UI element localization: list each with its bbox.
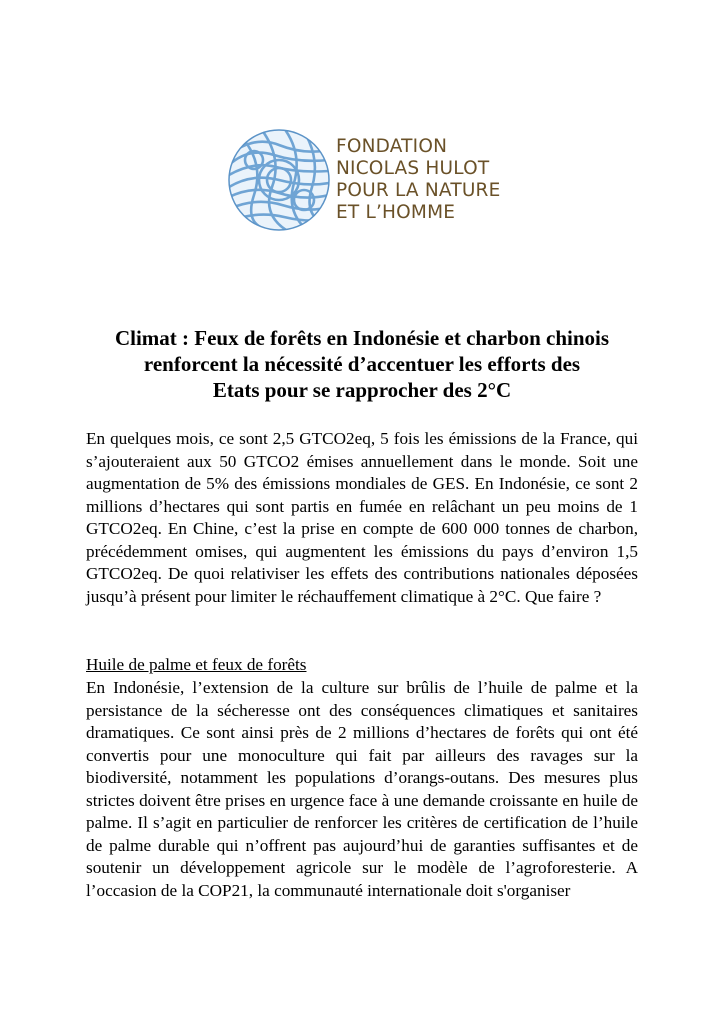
title-line-2: renforcent la nécessité d’accentuer les efforts des [143, 352, 581, 376]
foundation-logo [224, 120, 514, 240]
title-line-3: Etats pour se rapprocher des 2°C [212, 378, 512, 402]
logo-line-3: POUR LA NATURE [336, 180, 501, 201]
intro-paragraph: En quelques mois, ce sont 2,5 GTCO2eq, 5 fois les émissions de la France, qui s’ajouteraient aux 50 GTCO2 émises annuellement dans le monde. Soit une augmentation de 5% des émissions mondiales de GES. En Indonésie, ce sont 2 millions d’hectares qui sont partis en fumée en relâchant un peu moins de 1 GTCO2eq. En Chine, c’est la prise en compte de 600 000 tonnes de charbon, précédemment omises, qui augmentent les émissions du pays d’environ 1,5 GTCO2eq. De quoi relativiser les effets des contributions nationales déposées jusqu’à présent pour limiter le réchauffement climatique à 2°C. Que faire ? [86, 429, 638, 606]
title-line-1: Climat : Feux de forêts en Indonésie et charbon chinois [114, 326, 610, 350]
section-heading: Huile de palme et feux de forêts [86, 655, 307, 674]
foundation-name [336, 136, 501, 224]
document-title [60, 325, 664, 403]
logo-line-4: ET L’HOMME [336, 202, 456, 223]
logo-line-2: NICOLAS HULOT [336, 158, 490, 179]
fingerprint-globe-icon [224, 125, 334, 235]
logo-line-1: FONDATION [336, 136, 448, 157]
section-paragraph: En Indonésie, l’extension de la culture sur brûlis de l’huile de palme et la persistance de la sécheresse ont des conséquences climatiques et sanitaires dramatiques. Ce sont ainsi près de 2 millions d’hectares de forêts qui ont été convertis pour une monoculture qui fait par ailleurs des ravages sur la biodiversité, notamment les populations d’orangs-outans. Des mesures plus strictes doivent être prises en urgence face à une demande croissante en huile de palme. Il s’agit en particulier de renforcer les critères de certification de l’huile de palme durable qui n’offrent pas aujourd’hui de garanties suffisantes et de soutenir un développement agricole sur le modèle de l’agroforesterie. A l’occasion de la COP21, la communauté internationale doit s'organiser [86, 678, 638, 900]
